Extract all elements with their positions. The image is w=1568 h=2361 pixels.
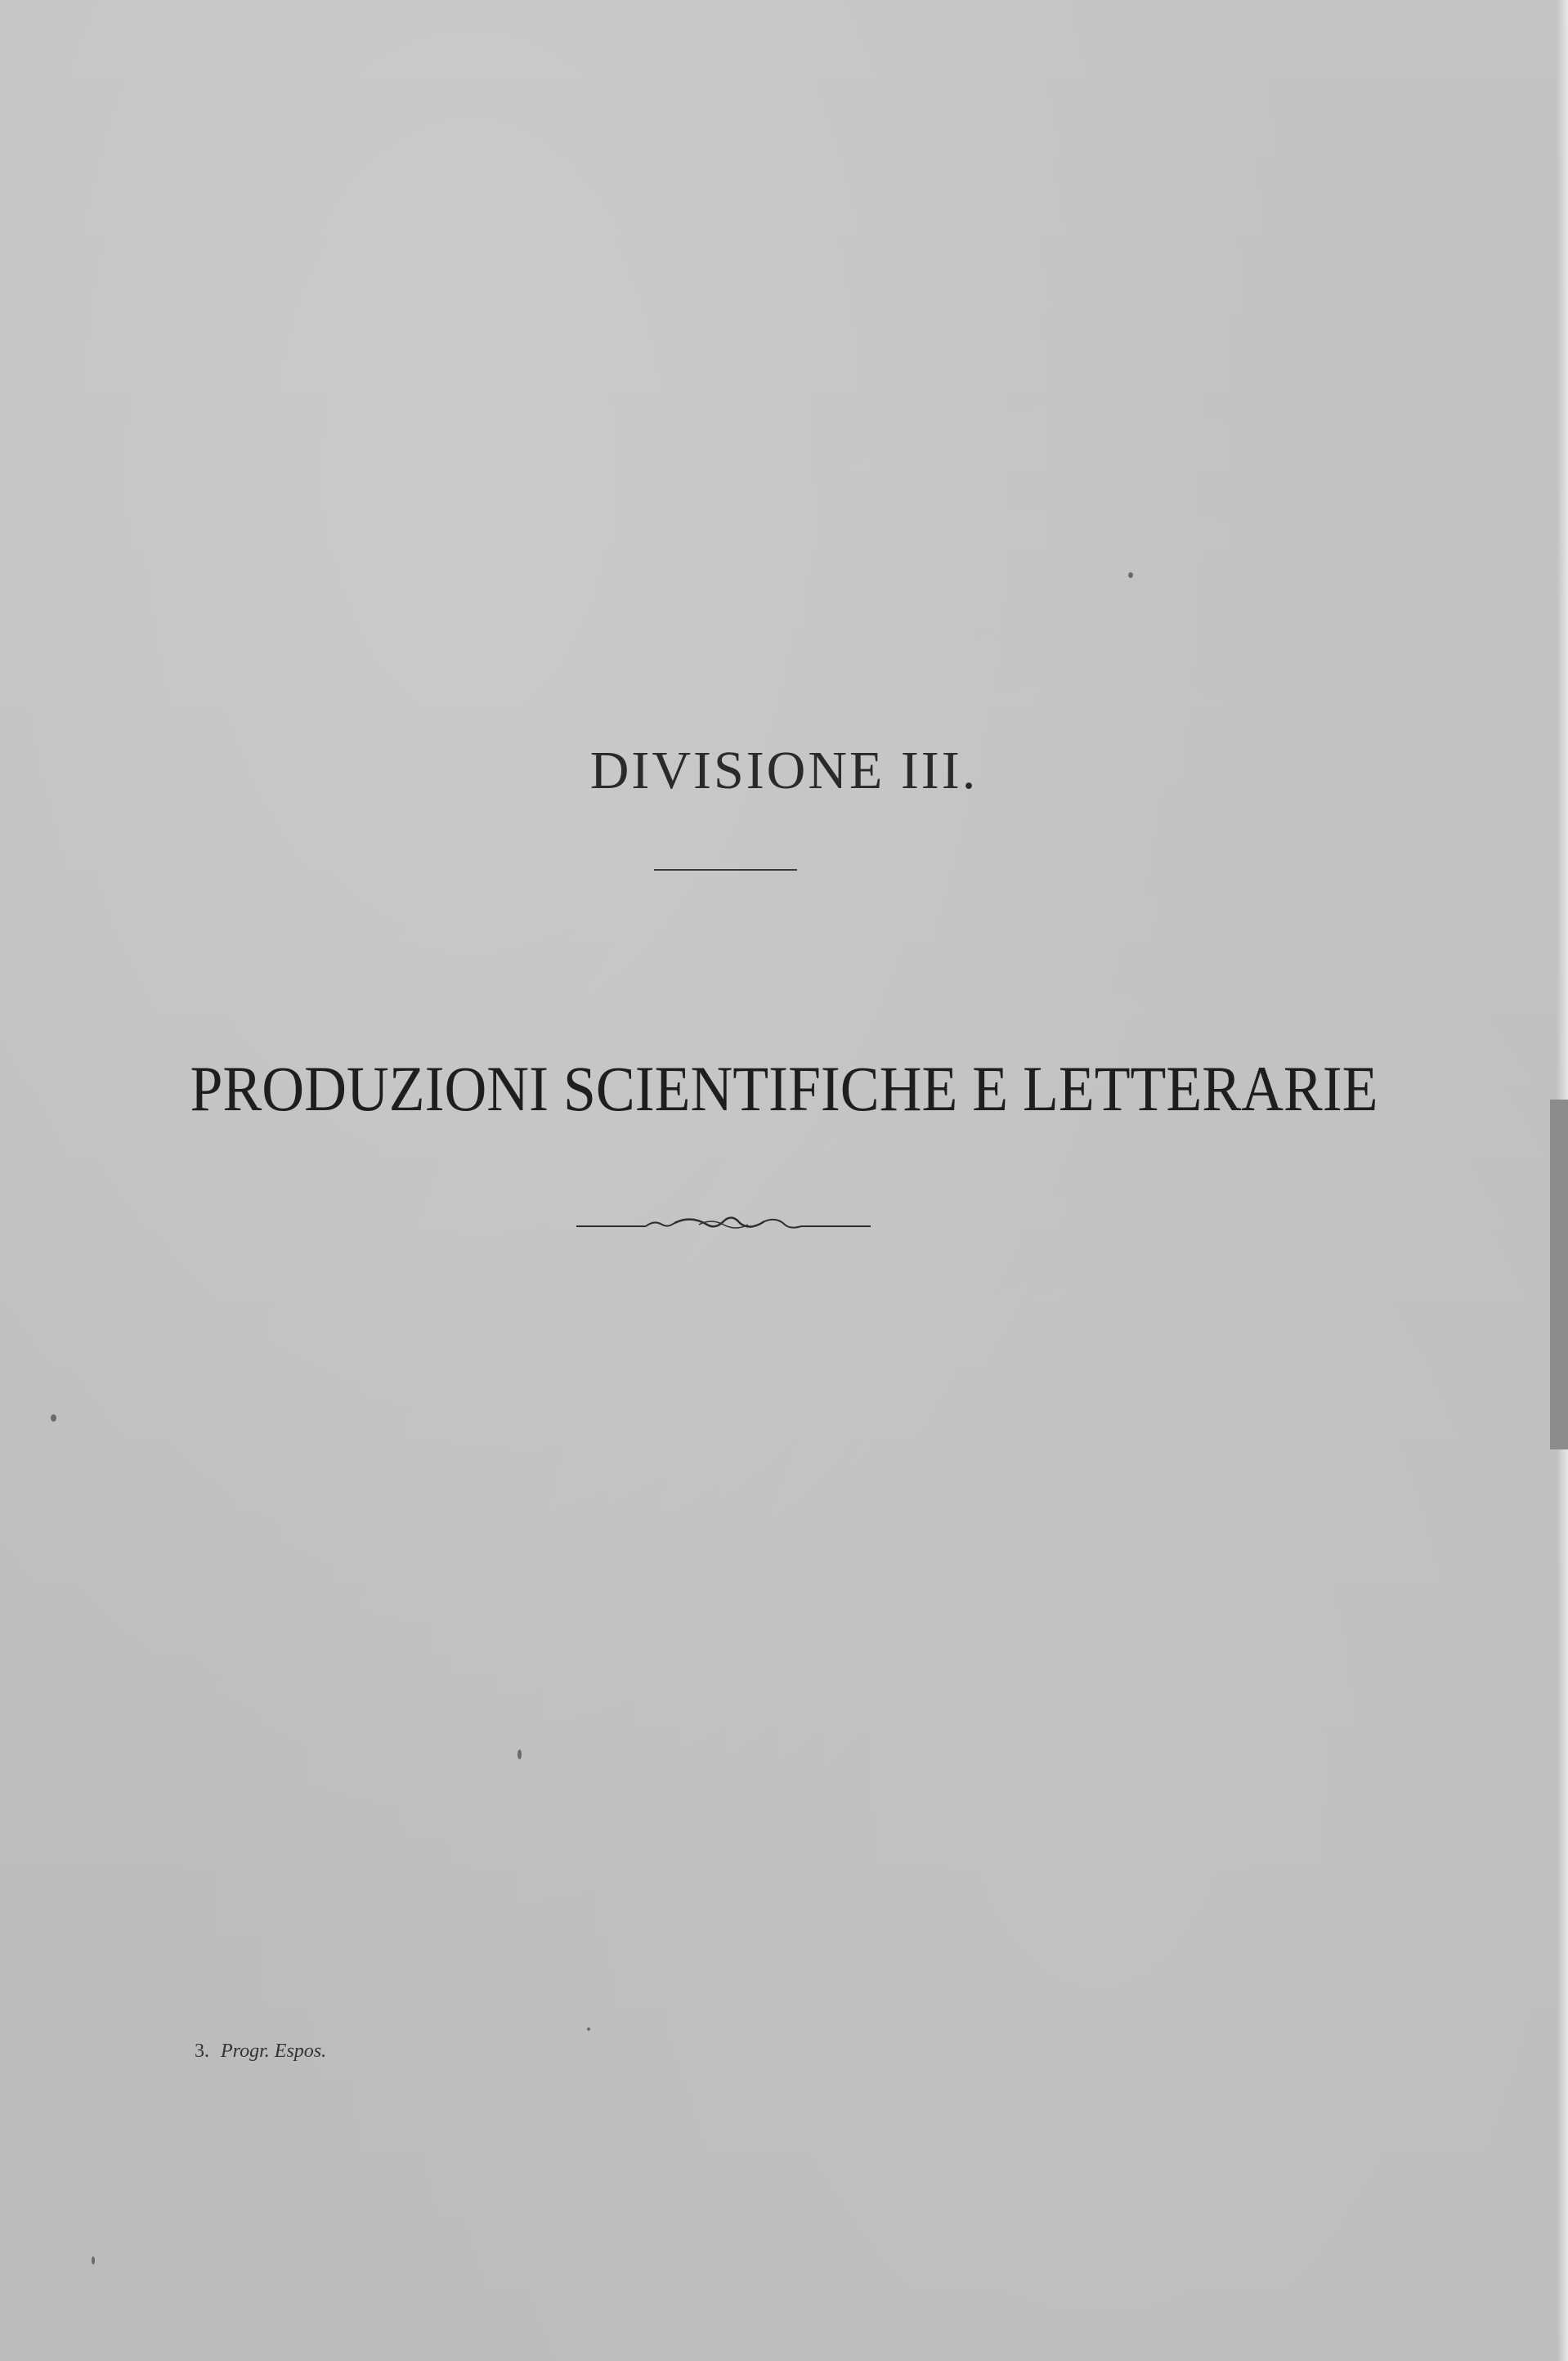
scan-edge-mark	[1550, 1100, 1568, 1449]
division-heading: DIVISIONE III.	[589, 741, 979, 800]
ornamental-divider-icon	[576, 1210, 871, 1239]
paper-speck	[517, 1749, 522, 1759]
paper-speck	[92, 2256, 95, 2265]
sheet-number: 3.	[195, 2041, 209, 2062]
paper-speck	[51, 1414, 56, 1422]
section-heading: PRODUZIONI SCIENTIFICHE E LETTERARIE	[190, 1053, 1378, 1124]
heading-divider	[654, 869, 797, 871]
paper-speck	[1128, 572, 1133, 578]
printer-signature	[195, 2041, 326, 2063]
paper-speck	[587, 2027, 590, 2031]
signature-abbreviation: Progr. Espos.	[221, 2041, 327, 2062]
